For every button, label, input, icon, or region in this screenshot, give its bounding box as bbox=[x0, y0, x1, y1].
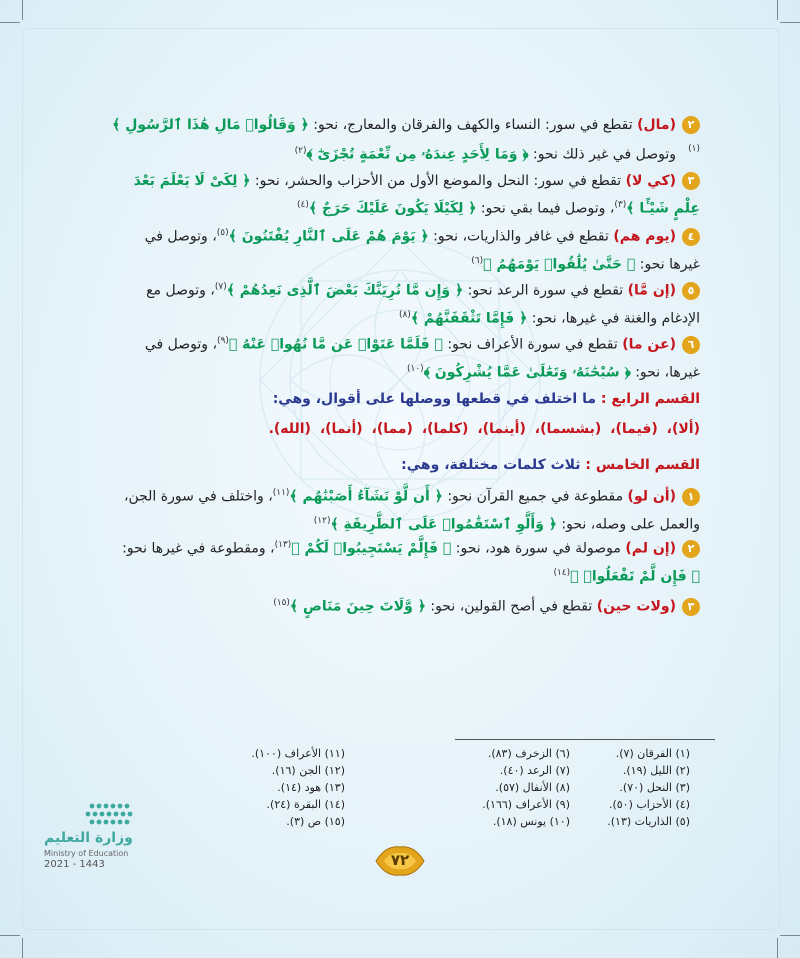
ayah: ﴿ وَمَا لِأَحَدٍ عِندَهُۥ مِن نِّعْمَةٍ تُجْزَىٰٓ ﴾ bbox=[306, 146, 529, 163]
crop-mark bbox=[0, 22, 20, 23]
list-item bbox=[110, 275, 700, 329]
footnote: (٤) الأحزاب (٥٠). bbox=[608, 798, 690, 811]
item-number-badge: ٦ bbox=[682, 336, 700, 354]
keyword: (مال) bbox=[637, 117, 676, 133]
keyword: (أن لو) bbox=[627, 488, 676, 505]
footnote: (١) الفرقان (٧). bbox=[615, 747, 690, 760]
footnote-ref: (١١) bbox=[272, 488, 290, 498]
rule-text: تقطع في غافر والذاريات، نحو: bbox=[428, 228, 614, 245]
section-title: ثلاث كلمات مختلفة، وهي: bbox=[401, 457, 586, 473]
item-number-badge: ٢ bbox=[682, 540, 700, 558]
list-item bbox=[110, 113, 700, 154]
footnote-ref: (٧) bbox=[214, 282, 227, 292]
crop-mark bbox=[780, 935, 800, 936]
section-label: القسم الرابع : bbox=[600, 391, 700, 407]
footnote: (٢) الليل (١٩). bbox=[622, 764, 690, 777]
ayah: ﴿ سُبْحَٰنَهُۥ وَتَعَٰلَىٰ عَمَّا يُشْرِكُونَ ﴾ bbox=[423, 364, 631, 381]
footnote: (٧) الرعد (٤٠). bbox=[499, 764, 570, 777]
list-word: (أينما)، bbox=[472, 421, 526, 437]
section-label: القسم الخامس : bbox=[585, 457, 700, 473]
footnote-ref: (١٢) bbox=[313, 515, 331, 526]
crop-mark bbox=[0, 935, 20, 936]
ayah: ﴿ فَإِلَّمْ يَسْتَجِيبُوا۟ لَكُمْ ﴾ bbox=[291, 540, 452, 557]
footnotes-column-2 bbox=[450, 745, 570, 830]
crop-mark bbox=[777, 938, 778, 958]
footnote: (١١) الأعراف (١٠٠). bbox=[251, 747, 345, 760]
footnote-divider bbox=[455, 739, 715, 740]
list-item-continuation bbox=[110, 139, 700, 169]
item-number-badge: ٥ bbox=[682, 282, 700, 300]
footnote: (٣) النحل (٧٠). bbox=[619, 781, 690, 794]
ayah: ﴿ أَن لَّوْ نَشَآءُ أَصَبْنَٰهُم ﴾ bbox=[289, 488, 443, 505]
crop-mark bbox=[22, 0, 23, 20]
rule-text: ، وتوصل في غيرها نحو: bbox=[144, 228, 700, 273]
footnote-ref: (٣) bbox=[614, 200, 627, 210]
page-number: ٧٢ bbox=[390, 851, 410, 869]
footnote: (٥) الذاريات (١٣). bbox=[607, 815, 690, 828]
rule-text: مقطوعة في جميع القرآن نحو: bbox=[442, 488, 628, 505]
footnote-ref: (٥) bbox=[216, 228, 229, 238]
list-word: (أنما)، bbox=[314, 421, 363, 437]
footnote: (١٣) هود (١٤). bbox=[277, 781, 345, 794]
ministry-logo bbox=[44, 800, 154, 870]
section-heading bbox=[110, 387, 700, 417]
footnote-ref: (١) bbox=[688, 144, 700, 154]
footnote: (١٢) الجن (١٦). bbox=[271, 764, 345, 777]
list-word: (فيما)، bbox=[605, 421, 658, 437]
keyword: (عن ما) bbox=[622, 336, 676, 353]
main-content bbox=[110, 113, 700, 619]
footnote: (١٥) ص (٣). bbox=[286, 815, 345, 828]
footnote-ref: (٩) bbox=[217, 336, 229, 346]
section-heading bbox=[110, 453, 700, 481]
keyword: (ولات حين) bbox=[596, 598, 676, 615]
footnote-ref: (١٣) bbox=[274, 540, 292, 550]
list-item bbox=[110, 169, 700, 221]
item-number-badge: ٤ bbox=[682, 228, 700, 246]
ayah: ﴿ يَوْمَ هُمْ عَلَى ٱلنَّارِ يُفْتَنُونَ ﴾ bbox=[228, 228, 429, 245]
rule-text: ، واختلف في سورة الجن، والعمل على وصله، نحو: bbox=[123, 488, 700, 533]
ayah: ﴿ فَلَمَّا عَتَوْا۟ عَن مَّا نُهُوا۟ عَنْهُ ﴾ bbox=[228, 336, 443, 353]
ayah: ﴿ وَإِن مَّا نُرِيَنَّكَ بَعْضَ ٱلَّذِى نَعِدُهُمْ ﴾ bbox=[226, 282, 464, 299]
list-item bbox=[110, 591, 700, 619]
rule-text: ، وتوصل في غيرها، نحو: bbox=[144, 336, 700, 381]
ministry-name-ar: وزارة التعليم bbox=[44, 830, 133, 846]
crop-mark bbox=[777, 0, 778, 20]
keyword: (يوم هم) bbox=[613, 228, 676, 245]
crop-mark bbox=[22, 938, 23, 958]
crop-mark bbox=[780, 22, 800, 23]
item-number-badge: ٣ bbox=[682, 172, 700, 190]
ayah: ﴿ فَإِن لَّمْ تَفْعَلُوا۟ ﴾ bbox=[570, 568, 700, 585]
keyword: (إن لم) bbox=[625, 540, 676, 557]
item-number-badge: ٢ bbox=[682, 116, 700, 134]
footnote: (١٠) يونس (١٨). bbox=[492, 815, 570, 828]
footnote-ref: (٦) bbox=[471, 255, 484, 266]
footnote: (١٤) البقرة (٢٤). bbox=[266, 798, 345, 811]
list-word: (بشسما)، bbox=[529, 421, 602, 437]
footnote-ref: (١٥) bbox=[273, 598, 290, 608]
rule-text: ، وتوصل مع الإدغام والغنة في غيرها، نحو: bbox=[146, 282, 700, 327]
footnotes-column-1 bbox=[580, 745, 690, 830]
footnote: (٩) الأعراف (١٦٦). bbox=[482, 798, 570, 811]
item-number-badge: ١ bbox=[682, 488, 700, 506]
ayah: ﴿ لِكَىْ لَا يَعْلَمَ بَعْدَ عِلْمٍ شَيْـًٔا ﴾ bbox=[133, 173, 700, 217]
section-title: ما اختلف في قطعها ووصلها على أقوال، وهي: bbox=[272, 391, 601, 407]
ministry-dots-icon bbox=[44, 800, 154, 828]
footnote-ref: (٤) bbox=[296, 200, 309, 210]
ayah: ﴿ وَأَلَّوِ ٱسْتَقَٰمُوا۟ عَلَى ٱلطَّرِيقَةِ ﴾ bbox=[330, 516, 557, 533]
footnote-ref: (٢) bbox=[294, 146, 307, 156]
keyword: (كي لا) bbox=[625, 173, 676, 189]
rule-text: تقطع في سورة الرعد نحو: bbox=[463, 282, 628, 299]
ayah: ﴿ فَإِمَّا تَثْقَفَنَّهُمْ ﴾ bbox=[410, 310, 528, 327]
rule-text: تقطع في سورة الأعراف نحو: bbox=[442, 336, 623, 353]
rule-text: تقطع في أصح القولين، نحو: bbox=[425, 598, 597, 615]
footnote-ref: (١٠) bbox=[406, 363, 424, 374]
list-word: (الله). bbox=[268, 421, 311, 437]
list-item bbox=[110, 329, 700, 387]
ayah: ﴿ حَتَّىٰ يُلَٰقُوا۟ يَوْمَهُمُ ﴾ bbox=[483, 256, 636, 273]
rule-text: ، وتوصل فيما بقي نحو: bbox=[476, 200, 615, 217]
footnote: (٨) الأنفال (٥٧). bbox=[495, 781, 570, 794]
footnotes-column-3 bbox=[225, 745, 345, 830]
rule-text: ، ومقطوعة في غيرها نحو: bbox=[122, 540, 275, 557]
word-list bbox=[110, 417, 700, 453]
rule-text: موصولة في سورة هود، نحو: bbox=[451, 540, 626, 557]
page-number-badge bbox=[372, 843, 428, 879]
list-word: (مما)، bbox=[366, 421, 413, 437]
rule-text: وتوصل في غير ذلك نحو: bbox=[528, 146, 676, 163]
rule-text: تقطع في سور: النحل والموضع الأول من الأحزاب والحشر، نحو: bbox=[250, 173, 626, 189]
list-item bbox=[110, 481, 700, 533]
edition-year: 2021 - 1443 bbox=[44, 859, 105, 870]
footnote-ref: (١٤) bbox=[553, 567, 571, 578]
rule-text: تقطع في سور: النساء والكهف والفرقان والمعارج، نحو: bbox=[308, 117, 638, 133]
ayah: ﴿ لِكَيْلَا يَكُونَ عَلَيْكَ حَرَجٌ ﴾ bbox=[308, 200, 477, 217]
list-item bbox=[110, 533, 700, 591]
footnote: (٦) الزخرف (٨٣). bbox=[487, 747, 570, 760]
list-word: (كلما)، bbox=[416, 421, 469, 437]
item-number-badge: ٣ bbox=[682, 598, 700, 616]
ministry-name-en: Ministry of Education bbox=[44, 849, 129, 858]
footnote-ref: (٨) bbox=[398, 309, 411, 320]
ayah: ﴿ وَّلَاتَ حِينَ مَنَاصٍ ﴾ bbox=[289, 598, 426, 615]
list-word: (ألا)، bbox=[661, 421, 700, 437]
keyword: (إن مَّا) bbox=[627, 282, 676, 299]
ayah: ﴿ وَقَالُوا۟ مَالِ هَٰذَا ٱلرَّسُولِ ﴾ bbox=[112, 117, 309, 133]
list-item bbox=[110, 221, 700, 275]
